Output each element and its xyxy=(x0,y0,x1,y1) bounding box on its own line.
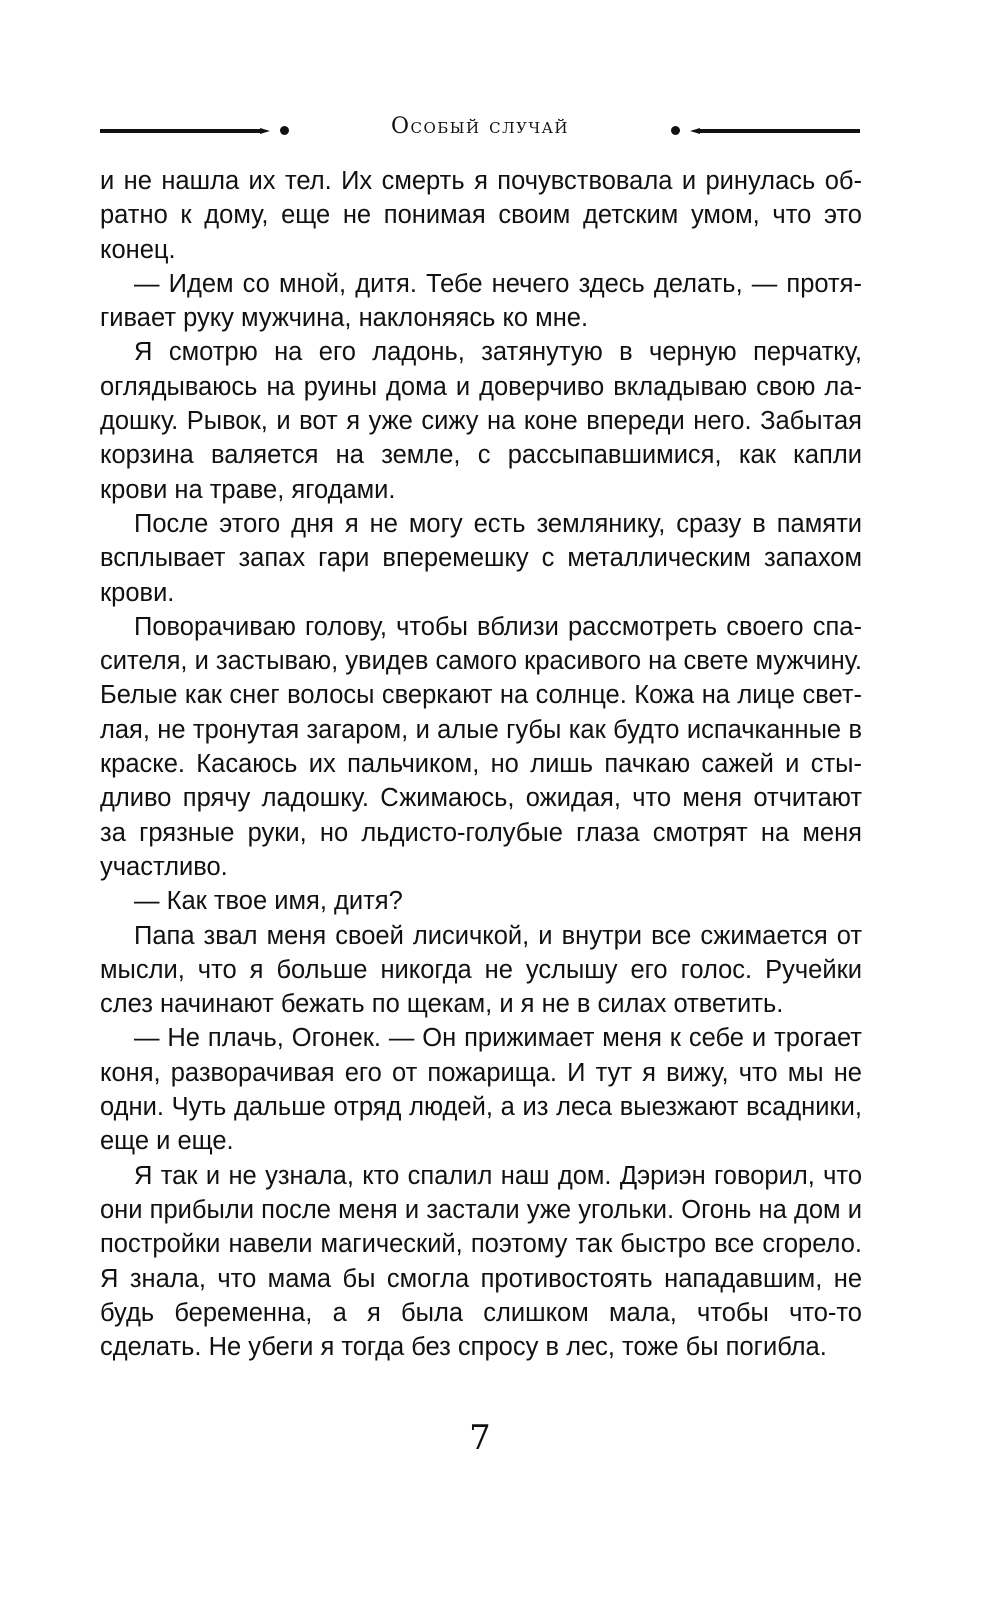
paragraph: Поворачиваю голову, чтобы вблизи рассмотреть своего спасителя, и застываю, увидев самого красивого на свете мужчину. Белые как снег волосы сверкают на солнце. Кожа на лице светлая, не тронутая загаром, и алые губы как будто испачканные в краске. Касаюсь их пальчиком, но лишь пачкаю сажей и стыдливо прячу ладошку. Сжимаюсь, ожидая, что меня отчитают за грязные руки, но льдисто-голубые глаза смотрят на меня участливо. xyxy=(100,612,862,881)
header-dot-right xyxy=(671,126,680,135)
paragraph: — Не плачь, Огонек. — Он прижимает меня к себе и трогает коня, разворачивая его от пожарища. И тут я вижу, что мы не одни. Чуть дальше отряд людей, а из леса выезжают всадники, еще и еще. xyxy=(100,1024,862,1156)
paragraph: — Идем со мной, дитя. Тебе нечего здесь делать, — протягивает руку мужчина, наклоняясь ко мне. xyxy=(100,269,862,333)
paragraph: — Как твое имя, дитя? xyxy=(134,887,403,916)
body-text xyxy=(100,164,862,1364)
paragraph: После этого дня я не могу есть землянику, сразу в памяти всплывает запах гари вперемешку с металлическим запахом крови. xyxy=(100,509,862,607)
paragraph: Я так и не узнала, кто спалил наш дом. Дэриэн говорил, что они прибыли после меня и застали уже угольки. Огонь на дом и постройки навели магический, поэтому так быстро все сгорело. Я знала, что мама бы смогла противостоять нападавшим, не будь беременна, а я была слишком мала, чтобы что-то сделать. Не убеги я тогда без спросу в лес, тоже бы погибла. xyxy=(100,1161,862,1362)
running-header xyxy=(100,112,860,152)
page-number: 7 xyxy=(469,1418,491,1458)
paragraph: и не нашла их тел. Их смерть я почувствовала и ринулась обратно к дому, еще не понимая своим детским умом, что это конец. xyxy=(100,167,862,264)
paragraph: Папа звал меня своей лисичкой, и внутри все сжимается от мысли, что я больше никогда не услышу его голос. Ручейки слез начинают бежать по щекам, и я не в силах ответить. xyxy=(100,921,862,1019)
paragraph: Я смотрю на его ладонь, затянутую в черную перчатку, оглядываюсь на руины дома и доверчиво вкладываю свою ладошку. Рывок, и вот я уже сижу на коне впереди него. Забытая корзина валяется на земле, с рассыпавшимися, как капли крови на траве, ягодами. xyxy=(100,338,862,504)
header-rule-right xyxy=(700,129,860,133)
running-title: Особый случай xyxy=(390,114,570,139)
